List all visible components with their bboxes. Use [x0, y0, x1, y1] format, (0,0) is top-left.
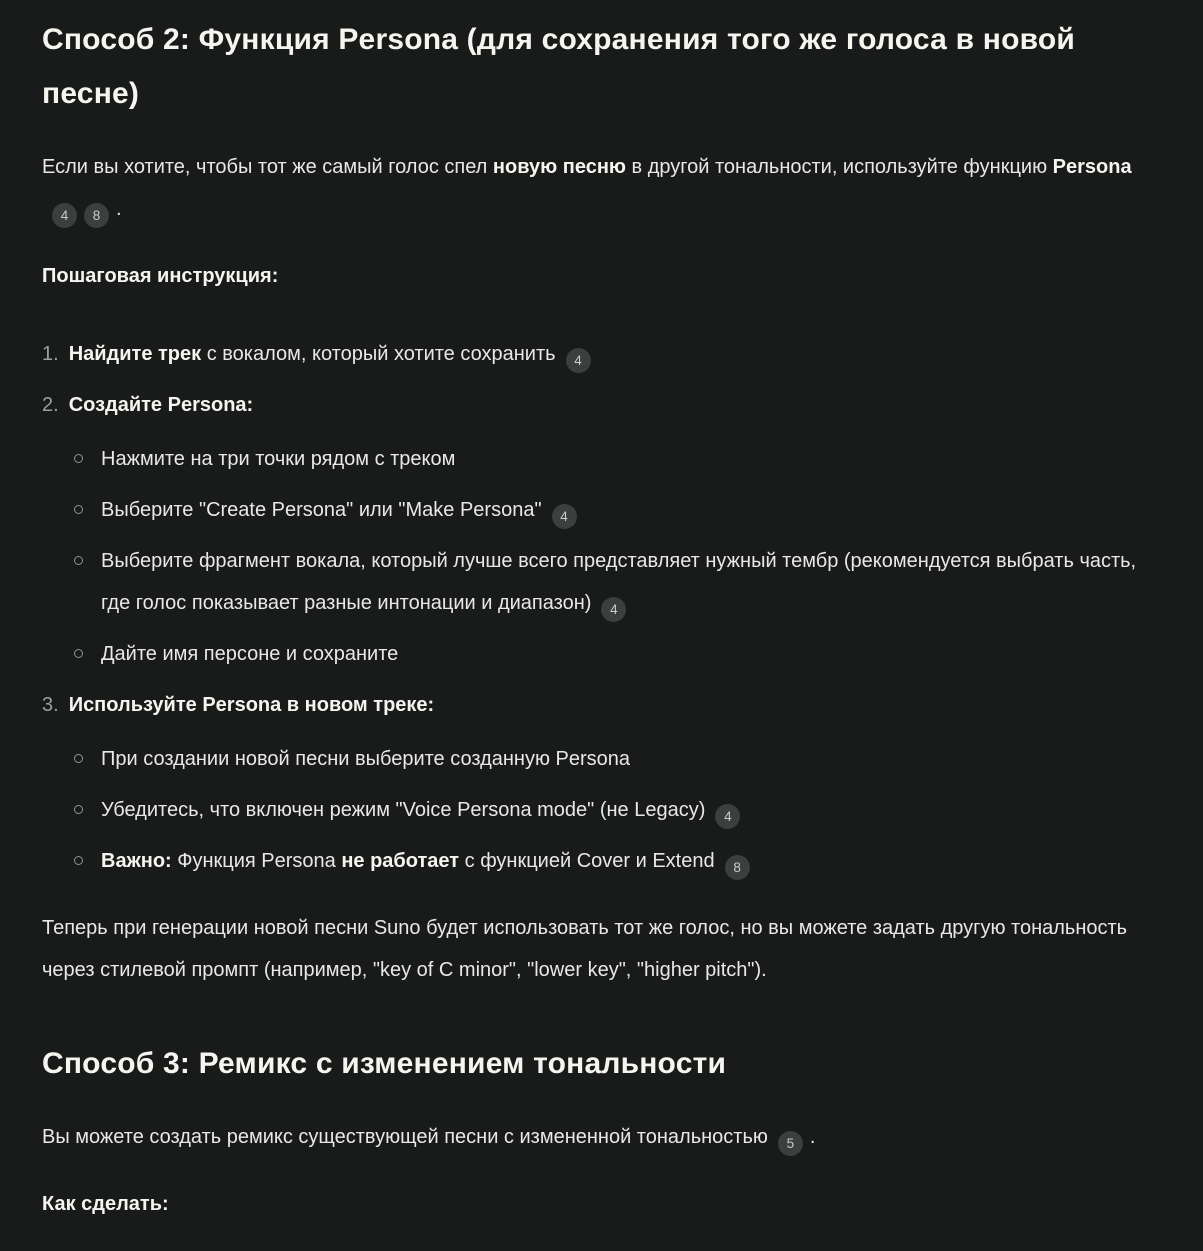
list-item: [72, 738, 1148, 780]
sub-item-text: Выберите фрагмент вокала, который лучше всего представляет нужный тембр (рекомендуется выбрать часть, где голос показывает разные интонации и диапазон) 4: [101, 540, 1148, 624]
step-3-marker: 3.: [42, 694, 59, 716]
sub-item-text: Важно: Функция Persona не работает с функцией Cover и Extend 8: [101, 840, 1148, 882]
step-1-text: с вокалом, который хотите сохранить: [201, 343, 556, 365]
intro-bold-persona: Persona: [1052, 156, 1132, 178]
bullet-icon: [74, 856, 83, 865]
step-3-sublist: [42, 738, 1148, 882]
step-2-sublist: [42, 438, 1148, 675]
method3-intro-paragraph: [42, 1116, 1148, 1158]
citation-badge-4[interactable]: 4: [52, 203, 77, 228]
citation-badge-4[interactable]: 4: [552, 504, 577, 529]
citation-badge-8[interactable]: 8: [84, 203, 109, 228]
not-working-bold: не работает: [341, 850, 460, 872]
method2-intro-paragraph: [42, 146, 1148, 230]
method2-outro-paragraph: Теперь при генерации новой песни Suno будет использовать тот же голос, но вы можете задать другую тональность через стилевой промпт (например, "key of C minor", "lower key", "higher pitch").: [42, 917, 1128, 981]
steps-list: [42, 333, 1148, 882]
how-to-label: Как сделать:: [42, 1193, 169, 1215]
heading-method-2: Способ 2: Функция Persona (для сохранения того же голоса в новой песне): [42, 23, 1076, 110]
bullet-icon: [74, 649, 83, 658]
bullet-icon: [74, 505, 83, 514]
citation-badge-5[interactable]: 5: [778, 1131, 803, 1156]
step-2-marker: 2.: [42, 394, 59, 416]
list-item: [72, 789, 1148, 831]
step-2-head: [42, 384, 1148, 426]
bullet-icon: [74, 556, 83, 565]
citation-badge-4[interactable]: 4: [715, 804, 740, 829]
step-1-bold: Найдите трек: [68, 343, 202, 365]
step-1-marker: 1.: [42, 343, 59, 365]
step-2-bold: Создайте Persona:: [68, 394, 254, 416]
intro-bold-new-song: новую песню: [492, 156, 626, 178]
list-item: [72, 540, 1148, 624]
citation-badge-4[interactable]: 4: [566, 348, 591, 373]
step-3-head: [42, 684, 1148, 726]
list-item: [72, 489, 1148, 531]
list-item: [72, 633, 1148, 675]
bullet-icon: [74, 754, 83, 763]
list-item: [72, 840, 1148, 882]
step-1: [42, 333, 1148, 375]
intro-text: в другой тональности, используйте функцию: [625, 156, 1053, 178]
bullet-icon: [74, 454, 83, 463]
heading-method-3: Способ 3: Ремикс с изменением тональности: [42, 1047, 727, 1080]
intro-text: Если вы хотите, чтобы тот же самый голос спел: [42, 156, 493, 178]
sub-item-text: Выберите "Create Persona" или "Make Persona" 4: [101, 489, 1148, 531]
citation-badge-8[interactable]: 8: [725, 855, 750, 880]
bullet-icon: [74, 805, 83, 814]
citation-badge-4[interactable]: 4: [601, 597, 626, 622]
step-2: [42, 384, 1148, 675]
sub-item-text: Убедитесь, что включен режим "Voice Persona mode" (не Legacy) 4: [101, 789, 1148, 831]
method3-intro-period: .: [809, 1126, 816, 1148]
sub-item-text: Нажмите на три точки рядом с треком: [101, 448, 456, 470]
important-bold: Важно:: [101, 850, 172, 872]
method3-intro-text: Вы можете создать ремикс существующей песни с измененной тональностью: [42, 1126, 768, 1148]
sub-item-text: При создании новой песни выберите созданную Persona: [101, 748, 631, 770]
intro-period: .: [116, 198, 122, 220]
sub-item-text: Дайте имя персоне и сохраните: [101, 643, 399, 665]
step-3: [42, 684, 1148, 882]
step-3-bold: Используйте Persona в новом треке:: [68, 694, 435, 716]
list-item: [72, 438, 1148, 480]
steps-label: Пошаговая инструкция:: [42, 265, 279, 287]
